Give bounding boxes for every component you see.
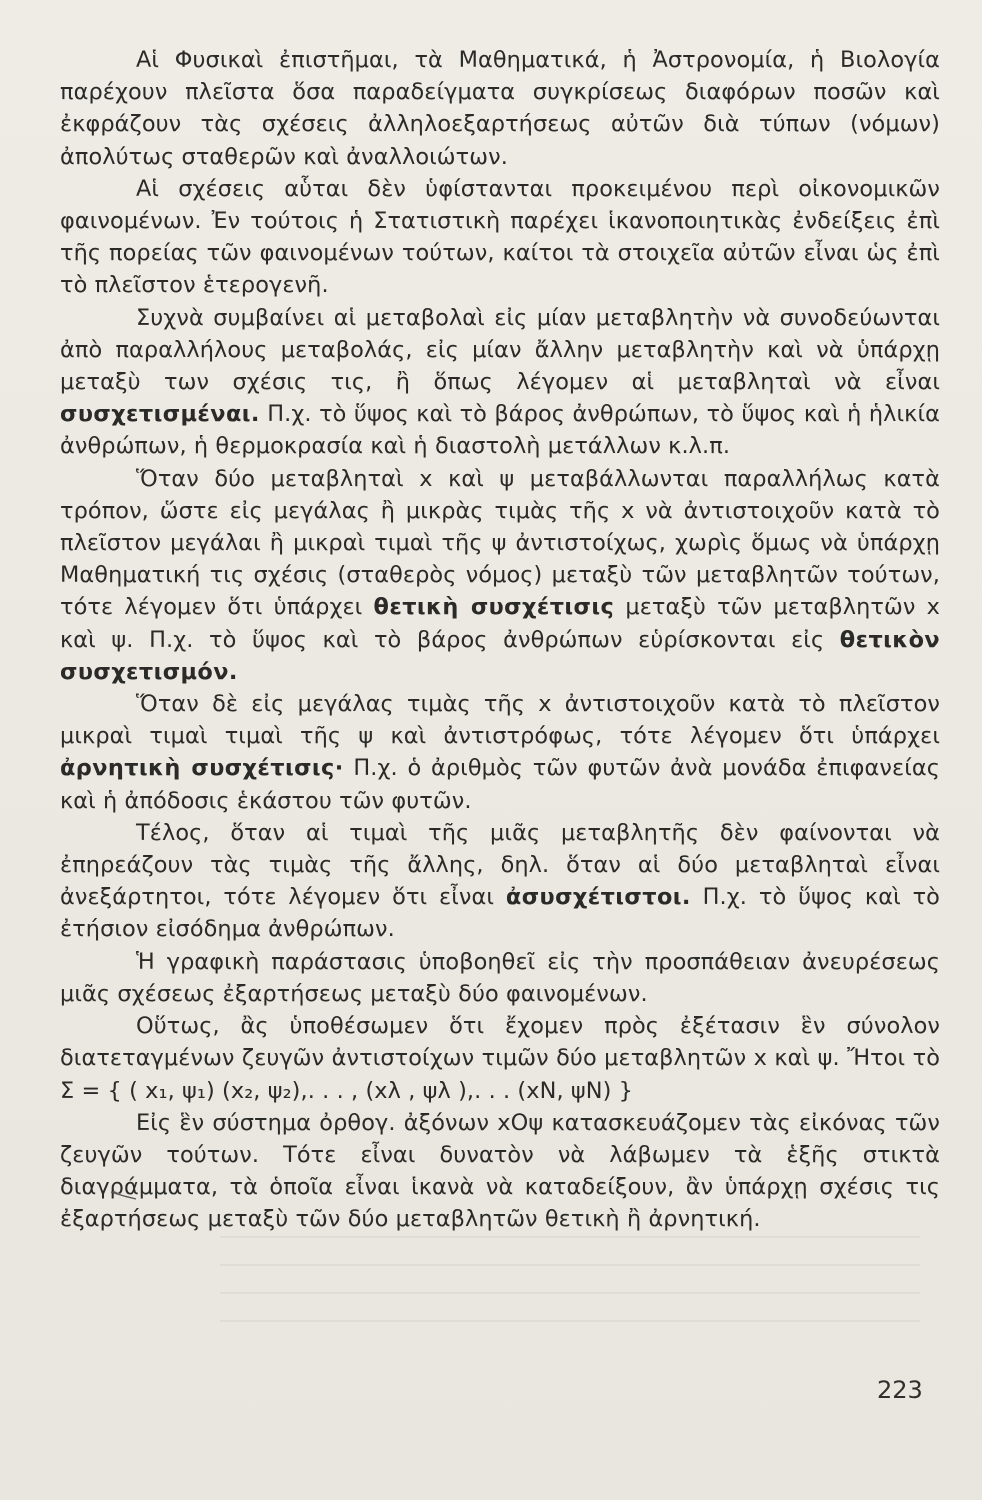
text-run: Π.χ. ὁ ἀριθμὸς τῶν φυτῶν ἀνὰ μονάδα ἐπιφανείας καὶ ἡ ἀπόδοσις ἑκάστου τῶν φυτῶν. xyxy=(60,755,940,814)
bold-term: θετικὸν συσχετισμόν. xyxy=(60,626,940,685)
text-run: μεταξὺ τῶν μεταβλητῶν x καὶ ψ. Π.χ. τὸ ὕψος καὶ τὸ βάρος ἀνθρώπων εὑρίσκονται εἰς xyxy=(60,594,940,653)
text-run: Ὅταν δύο μεταβληταὶ x καὶ ψ μεταβάλλωνται παραλλήλως κατὰ τρόπον, ὥστε εἰς μεγάλας ἢ μικρὰς τιμὰς τῆς x νὰ ἀντιστοιχοῦν κατὰ τὸ πλεῖστον μεγάλαι ἢ μικραὶ τιμαὶ τῆς ψ ἀντιστοίχως, χωρὶς ὅμως νὰ ὑπάρχῃ Μαθηματική τις σχέσις (σταθερὸς νόμος) μεταξὺ τῶν μεταβλητῶν τούτων, τότε λέγομεν ὅτι ὑπάρχει xyxy=(60,465,940,621)
text-run: Συχνὰ συμβαίνει αἱ μεταβολαὶ εἰς μίαν μεταβλητὴν νὰ συνοδεύωνται ἀπὸ παραλλήλους μεταβολάς, εἰς μίαν ἄλλην μεταβλητὴν καὶ νὰ ὑπάρχῃ μεταξὺ των σχέσις τις, ἢ ὅπως λέγομεν αἱ μεταβληταὶ νὰ εἶναι xyxy=(60,304,940,396)
bold-term: ἀσυσχέτιστοι. xyxy=(505,884,691,911)
paragraph xyxy=(60,817,940,946)
body-text xyxy=(60,44,940,1236)
text-run: Ἡ γραφικὴ παράστασις ὑποβοηθεῖ εἰς τὴν προσπάθειαν ἀνευρέσεως μιᾶς σχέσεως ἐξαρτήσεως μεταξὺ δύο φαινομένων. xyxy=(60,948,940,1007)
text-run: Εἰς ἓν σύστημα ὀρθογ. ἀξόνων xOψ κατασκευάζομεν τὰς εἰκόνας τῶν ζευγῶν τούτων. Τότε εἶναι δυνατὸν νὰ λάβωμεν τὰ ἑξῆς στικτὰ διαγράμματα, τὰ ὁποῖα εἶναι ἱκανὰ νὰ καταδείξουν, ἂν ὑπάρχῃ σχέσις τις ἐξαρτήσεως μεταξὺ τῶν δύο μεταβλητῶν θετικὴ ἢ ἀρνητική. xyxy=(60,1109,940,1233)
paragraph xyxy=(60,44,940,173)
bold-term: συσχετισμέναι. xyxy=(60,401,260,428)
paragraph xyxy=(60,302,940,463)
paragraph xyxy=(60,1010,940,1107)
paragraph xyxy=(60,688,940,817)
text-run: Ὅταν δὲ εἰς μεγάλας τιμὰς τῆς x ἀντιστοιχοῦν κατὰ τὸ πλεῖστον μικραὶ τιμαὶ τιμαὶ τῆς ψ καὶ ἀντιστρόφως, τότε λέγομεν ὅτι ὑπάρχει xyxy=(60,691,940,750)
text-run: Π.χ. τὸ ὕψος καὶ τὸ βάρος ἀνθρώπων, τὸ ὕψος καὶ ἡ ἡλικία ἀνθρώπων, ἡ θερμοκρασία καὶ ἡ διαστολὴ μετάλλων κ.λ.π. xyxy=(60,401,940,460)
paragraph xyxy=(60,946,940,1010)
text-run: Αἱ Φυσικαὶ ἐπιστῆμαι, τὰ Μαθηματικά, ἡ Ἀστρονομία, ἡ Βιολογία παρέχουν πλεῖστα ὅσα παραδείγματα συγκρίσεως διαφόρων ποσῶν καὶ ἐκφράζουν τὰς σχέσεις ἀλληλοεξαρτήσεως αὐτῶν διὰ τύπων (νόμων) ἀπολύτως σταθερῶν καὶ ἀναλλοιώτων. xyxy=(60,47,940,170)
paragraph xyxy=(60,463,940,688)
paragraph xyxy=(60,1107,940,1236)
bold-term: θετικὴ συσχέτισις xyxy=(373,594,615,621)
paragraph xyxy=(60,173,940,302)
text-run: Π.χ. τὸ ὕψος καὶ τὸ ἐτήσιον εἰσόδημα ἀνθρώπων. xyxy=(60,884,940,943)
text-run: Οὕτως, ἂς ὑποθέσωμεν ὅτι ἔχομεν πρὸς ἐξέτασιν ἓν σύνολον διατεταγμένων ζευγῶν ἀντιστοίχων τιμῶν δύο μεταβλητῶν x καὶ ψ. Ἤτοι τὸ Σ = { ( x₁, ψ₁) (x₂, ψ₂),. . . , (xλ , ψλ ),. . . (xN, ψN) } xyxy=(60,1013,940,1104)
page-number: 223 xyxy=(877,1376,923,1404)
text-run: Αἱ σχέσεις αὗται δὲν ὑφίστανται προκειμένου περὶ οἰκονομικῶν φαινομένων. Ἐν τούτοις ἡ Στατιστικὴ παρέχει ἱκανοποιητικὰς ἐνδείξεις ἐπὶ τῆς πορείας τῶν φαινομένων τούτων, καίτοι τὰ στοιχεῖα αὐτῶν εἶναι ὡς ἐπὶ τὸ πλεῖστον ἑτερογενῆ. xyxy=(60,175,940,299)
text-run: Τέλος, ὅταν αἱ τιμαὶ τῆς μιᾶς μεταβλητῆς δὲν φαίνονται νὰ ἐπηρεάζουν τὰς τιμὰς τῆς ἄλλης, δηλ. ὅταν αἱ δύο μεταβληταὶ εἶναι ἀνεξάρτητοι, τότε λέγομεν ὅτι εἶναι xyxy=(60,819,940,911)
bold-term: ἀρνητικὴ συσχέτισις· xyxy=(60,755,344,782)
ink-smudge-mark xyxy=(110,1190,138,1200)
